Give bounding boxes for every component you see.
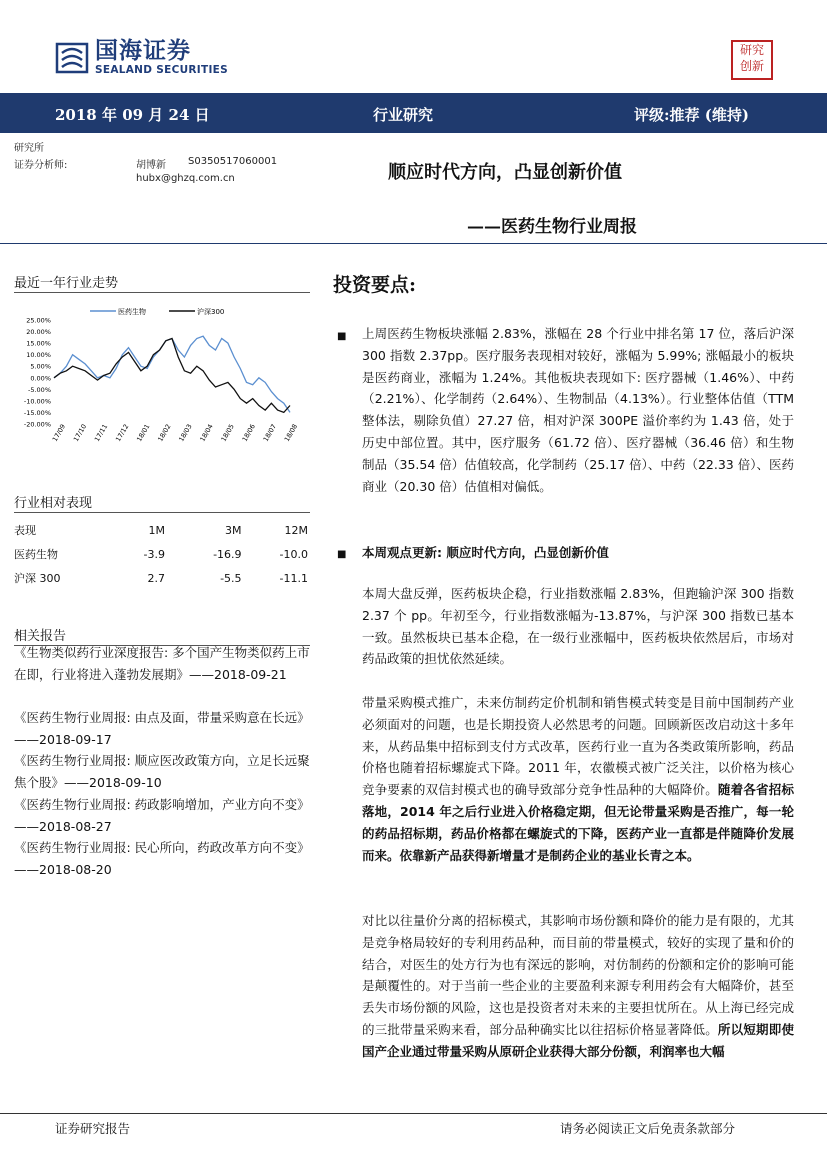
body-paragraph bbox=[362, 692, 794, 866]
x-tick-label: 18/01 bbox=[135, 422, 152, 443]
logo-icon bbox=[55, 41, 89, 75]
y-tick-label: -10.00% bbox=[23, 397, 51, 406]
paragraph-text: 对比以往量价分离的招标模式，其影响市场份额和降价的能力是有限的，尤其是竞争格局较好的专利用药品种，而目前的带量模式，较好的实现了量和价的结合，对医生的处方行为也有深远的影响，对仿制药的份额和定价的影响可能是颠覆性的。对于当前一些企业的主要盈利来源专利用药会有大幅降价，甚至丢失市场份额的风险，这也是投资者对未来的主要担忧所在。从上海已经完成的三批带量采购来看，部分品种确实比以往招标价格显著降低。 bbox=[362, 913, 794, 1037]
series-line-index bbox=[54, 339, 290, 413]
table-row bbox=[14, 542, 308, 566]
x-tick-label: 17/12 bbox=[114, 422, 131, 443]
trend-chart bbox=[14, 298, 310, 448]
related-report-item[interactable]: 《生物类似药行业深度报告: 多个国产生物类似药上市在即，行业将进入蓬勃发展期》——2018-09-21 bbox=[14, 645, 310, 682]
x-tick-label: 18/05 bbox=[219, 422, 236, 443]
table-cell: 沪深 300 bbox=[14, 572, 61, 585]
x-tick-label: 17/11 bbox=[92, 422, 110, 443]
y-tick-label: 10.00% bbox=[26, 351, 51, 360]
table-header-cell: 表现 bbox=[14, 524, 36, 537]
y-tick-label: 25.00% bbox=[26, 316, 51, 325]
body-paragraph bbox=[362, 910, 794, 1063]
report-date: 2018 年 09 月 24 日 bbox=[55, 106, 210, 124]
related-report-item[interactable]: 《医药生物行业周报: 由点及面，带量采购意在长远》——2018-09-17 bbox=[14, 710, 310, 747]
related-heading: 相关报告 bbox=[14, 629, 67, 644]
x-tick-label: 18/07 bbox=[261, 422, 279, 443]
table-cell: -3.9 bbox=[143, 547, 166, 561]
logo-cn: 国海证券 bbox=[95, 38, 191, 64]
page-subtitle: ——医药生物行业周报 bbox=[467, 217, 637, 237]
table-header-row bbox=[14, 518, 308, 542]
table-header-cell: 1M bbox=[148, 523, 166, 537]
table-header-cell: 12M bbox=[284, 523, 308, 537]
sub-heading: 本周观点更新: 顺应时代方向，凸显创新价值 bbox=[362, 545, 609, 560]
y-tick-label: -5.00% bbox=[28, 385, 51, 394]
seal-stamp: 研究 创新 bbox=[731, 40, 773, 80]
bullet-icon: ■ bbox=[337, 549, 347, 560]
table-cell: -16.9 bbox=[213, 547, 242, 561]
related-report-item[interactable]: 《医药生物行业周报: 民心所向，药政改革方向不变》——2018-08-20 bbox=[14, 840, 310, 877]
analyst-role: 证券分析师: bbox=[14, 160, 68, 171]
divider bbox=[14, 512, 310, 513]
divider bbox=[0, 243, 827, 244]
body-paragraph: 本周大盘反弹，医药板块企稳，行业指数涨幅 2.83%，但跑输沪深 300 指数 2.37 个 pp。年初至今，行业指数涨幅为-13.87%，与沪深 300 指数已基本一致。虽然板块已基本企稳，在一级行业涨幅中，医药板块依然居后，市场对药品政策的担忧依然延续。 bbox=[362, 586, 794, 667]
y-tick-label: 15.00% bbox=[26, 339, 51, 348]
page-title: 顺应时代方向，凸显创新价值 bbox=[388, 162, 622, 183]
x-tick-label: 17/10 bbox=[71, 422, 89, 443]
footer-right: 请务必阅读正文后免责条款部分 bbox=[560, 1121, 736, 1136]
logo bbox=[55, 38, 228, 77]
y-tick-label: -20.00% bbox=[23, 420, 51, 429]
rating: 评级:推荐 (维持) bbox=[634, 106, 749, 124]
related-report-item[interactable]: 《医药生物行业周报: 药政影响增加，产业方向不变》——2018-08-27 bbox=[14, 797, 310, 834]
table-header-cell: 3M bbox=[225, 523, 242, 537]
legend-label-index: 沪深300 bbox=[197, 308, 225, 316]
perf-heading: 行业相对表现 bbox=[14, 496, 93, 511]
logo-en: SEALAND SECURITIES bbox=[95, 64, 228, 76]
table-cell: 2.7 bbox=[147, 571, 166, 585]
report-type: 行业研究 bbox=[373, 106, 434, 124]
analyst-cert: S0350517060001 bbox=[188, 156, 278, 167]
section-heading: 投资要点: bbox=[333, 274, 417, 296]
perf-table bbox=[14, 518, 308, 590]
y-tick-label: 0.00% bbox=[30, 374, 51, 383]
analyst-email[interactable]: hubx@ghzq.com.cn bbox=[136, 173, 235, 184]
footer-left: 证券研究报告 bbox=[55, 1121, 131, 1136]
trend-heading: 最近一年行业走势 bbox=[14, 276, 119, 291]
dept: 研究所 bbox=[14, 143, 44, 154]
table-cell: -11.1 bbox=[279, 571, 308, 585]
y-tick-label: -15.00% bbox=[23, 408, 51, 417]
x-tick-label: 18/08 bbox=[282, 422, 300, 443]
analyst-name: 胡博新 bbox=[136, 160, 166, 171]
x-tick-label: 18/02 bbox=[156, 422, 173, 443]
table-cell: 医药生物 bbox=[14, 548, 58, 561]
legend-label-pharma: 医药生物 bbox=[118, 308, 146, 316]
x-tick-label: 18/06 bbox=[240, 422, 257, 443]
table-row bbox=[14, 566, 308, 590]
table-cell: -5.5 bbox=[220, 571, 242, 585]
paragraph-text: 带量采购模式推广，未来仿制药定价机制和销售模式转变是目前中国制药产业必须面对的问题，也是长期投资人必然思考的问题。回顾新医改启动这十多年来，从药品集中招标到支付方式改革，医药行业一直为各类政策所影响，药品价格也随着招标螺旋式下降。2011 年，农徽模式被广泛关注，以价格为核心竞争要素的双信封模式也的确导致部分竞争性品种的大幅降价。 bbox=[362, 695, 794, 798]
y-tick-label: 20.00% bbox=[26, 328, 51, 337]
x-tick-label: 18/03 bbox=[177, 422, 194, 443]
bullet-icon: ■ bbox=[337, 331, 347, 342]
footer-divider bbox=[0, 1113, 827, 1114]
divider bbox=[14, 292, 310, 293]
x-tick-label: 17/09 bbox=[50, 422, 68, 443]
paragraph-bold-text: 随着各省招标落地，2014 年之后行业进入价格稳定期，但无论带量采购是否推广，每一轮的药品招标期，药品价格都在螺旋式的下降，医药产业一直都是伴随降价发展而来。依靠新产品获得新增量才是制药企业的基业长青之本。 bbox=[362, 782, 794, 863]
related-report-item[interactable]: 《医药生物行业周报: 顺应医改政策方向，立足长远聚焦个股》——2018-09-10 bbox=[14, 753, 310, 790]
paragraph-bold-text: 所以短期即使国产企业通过带量采购从原研企业获得大部分份额，利润率也大幅 bbox=[362, 1021, 794, 1059]
y-tick-label: 5.00% bbox=[30, 362, 51, 371]
x-tick-label: 18/04 bbox=[198, 422, 215, 443]
table-cell: -10.0 bbox=[279, 547, 308, 561]
summary-paragraph: 上周医药生物板块涨幅 2.83%，涨幅在 28 个行业中排名第 17 位，落后沪深 300 指数 2.37pp。医疗服务表现相对较好，涨幅为 5.99%; 涨幅最小的板块是医药商业，涨幅为 1.24%。其他板块表现如下: 医疗器械（1.46%）、中药（2.21%）、化学制药（2.64%）、生物制品（4.13%）。行业整体估值（TTM 整体法，剔除负值）27.27 倍，相对沪深 300PE 溢价率约为 1.43 倍，处于历史中部位置。其中，医疗服务（61.72 倍）、医疗器械（36.46 倍）和生物制品（35.54 倍）估值较高，化学制药（25.17 倍）、中药（22.33 倍）、医药商业（20.30 倍）估值相对偏低。 bbox=[362, 326, 794, 494]
